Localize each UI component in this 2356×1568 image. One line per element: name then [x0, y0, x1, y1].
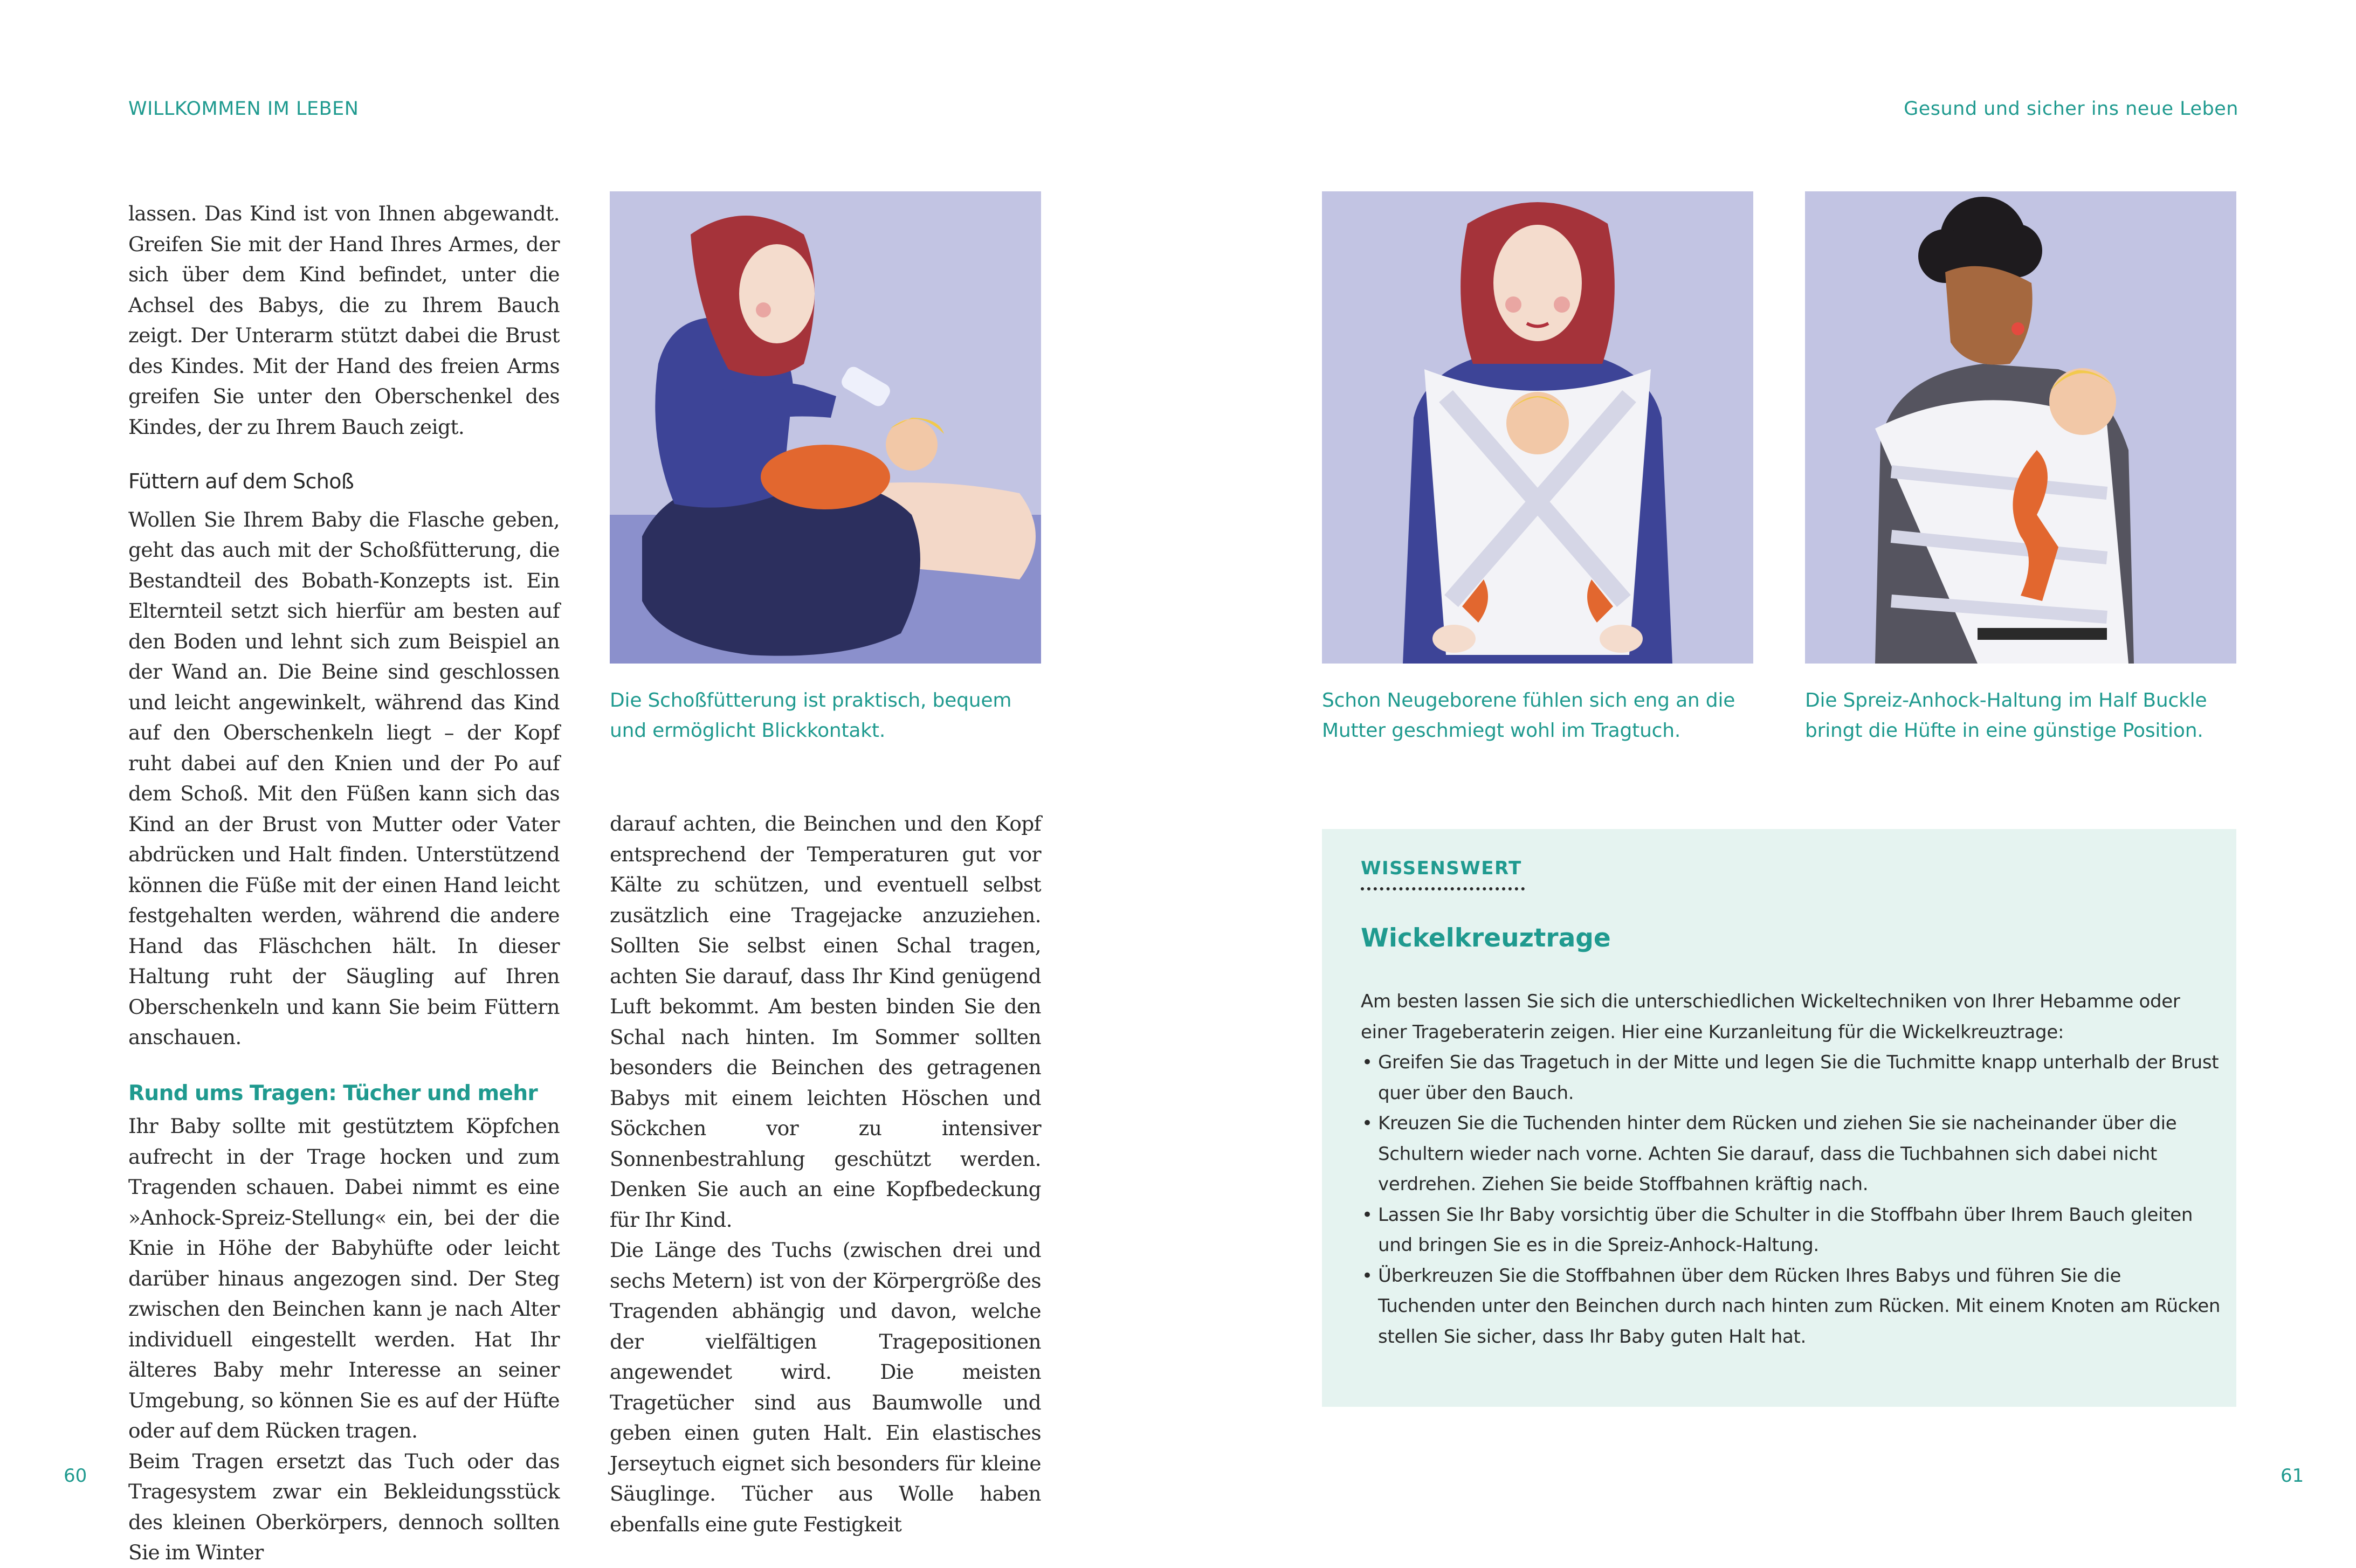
page-number-left: 60 [64, 1465, 87, 1487]
paragraph: Wollen Sie Ihrem Baby die Flasche geben, geht das auch mit der Schoßfütterung, die Bestandteil des Bobath-Konzepts ist. Ein Elternteil setzt sich hierfür am besten auf den Boden und lehnt sich zum Beispiel an der Wand an. Die Beine sind geschlossen und leicht angewinkelt, während das Kind auf den Oberschenkeln liegt – der Kopf ruht dabei auf den Knien und der Po auf dem Schoß. Mit den Füßen kann sich das Kind an der Brust von Mutter oder Vater abdrücken und Halt finden. Unterstützend können die Füße mit der einen Hand leicht festgehalten werden, während die andere Hand das Fläschchen hält. In dieser Haltung ruht der Säugling auf Ihren Oberschenkeln und kann Sie beim Füttern anschauen. [128, 507, 560, 1049]
illustration-lap-feeding [610, 191, 1041, 664]
caption-figure-1: Die Schoßfütterung ist praktisch, bequem und ermöglicht Blickkontakt. [610, 689, 1012, 742]
paragraph: darauf achten, die Beinchen und den Kopf entsprechend der Temperaturen gut vor Kälte zu schützen, und eventuell selbst zusätzlich eine Tragejacke anzuziehen. Sollten Sie selbst einen Schal tragen, achten Sie darauf, dass Ihr Kind genügend Luft bekommt. Am besten binden Sie den Schal nach hinten. Im Sommer sollten besonders die Beinchen des getragenen Babys mit einem leichten Höschen und Söckchen vor zu intensiver Sonnenbestrahlung geschützt werden. Denken Sie auch an eine Kopfbedeckung für Ihr Kind. [610, 812, 1041, 1232]
paragraph: lassen. Das Kind ist von Ihnen abgewandt. Greifen Sie mit der Hand Ihres Armes, der sich über dem Kind befindet, unter die Achsel des Babys, die zu Ihrem Bauch zeigt. Der Unterarm stützt dabei die Brust des Kindes. Mit der Hand des freien Arms greifen Sie unter den Oberschenkel des Kindes, der zu Ihrem Bauch zeigt. [128, 202, 560, 439]
list-item: • Überkreuzen Sie die Stoffbahnen über dem Rücken Ihres Babys und führen Sie die Tuchenden unter den Beinchen durch nach hinten zum Rücken. Mit einem Knoten am Rücken stellen Sie sicher, dass Ihr Baby guten Halt hat. [1361, 1261, 2223, 1352]
father-half-buckle-illustration [1805, 191, 2236, 664]
caption-figure-2: Schon Neugeborene fühlen sich eng an die Mutter geschmiegt wohl im Tragtuch. [1322, 689, 1735, 742]
section-heading-tragen: Rund ums Tragen: Tücher und mehr [128, 1081, 538, 1106]
mother-feeding-baby-illustration [610, 191, 1041, 664]
paragraph: Die Länge des Tuchs (zwischen drei und sechs Metern) ist von der Körpergröße des Tragenden abhängig und davon, welche der vielfältigen Tragepositionen angewendet wird. Die meisten Tragetücher sind aus Baumwolle und geben einen guten Halt. Ein elastisches Jerseytuch eignet sich besonders für kleine Säuglinge. Tücher aus Wolle haben ebenfalls eine gute Festigkeit [610, 1238, 1041, 1536]
page-number-right: 61 [2281, 1465, 2304, 1487]
list-item: • Greifen Sie das Tragetuch in der Mitte und legen Sie die Tuchmitte knapp unterhalb der Brust quer über den Bauch. [1361, 1047, 2223, 1108]
info-box-text [1361, 986, 2223, 1352]
running-header-left: WILLKOMMEN IM LEBEN [128, 98, 359, 120]
left-column-2 [610, 809, 1041, 1539]
info-box-intro: Am besten lassen Sie sich die unterschiedlichen Wickeltechniken von Ihrer Hebamme oder einer Trageberaterin zeigen. Hier eine Kurzanleitung für die Wickelkreuztrage: [1361, 991, 2180, 1043]
illustration-half-buckle [1805, 191, 2236, 664]
mother-newborn-wrap-illustration [1322, 191, 1753, 664]
info-box-divider [1361, 887, 1525, 890]
list-item: • Lassen Sie Ihr Baby vorsichtig über die Schulter in die Stoffbahn über Ihrem Bauch gleiten und bringen Sie es in die Spreiz-Anhock-Haltung. [1361, 1200, 2223, 1261]
info-box-label: WISSENSWERT [1361, 858, 1522, 879]
info-box-steps [1361, 1047, 2223, 1352]
paragraph: Beim Tragen ersetzt das Tuch oder das Tragesystem zwar ein Bekleidungsstück des kleinen Oberkörpers, dennoch sollten Sie im Winter [128, 1449, 560, 1564]
list-item: • Kreuzen Sie die Tuchenden hinter dem Rücken und ziehen Sie sie nacheinander über die Schultern wieder nach vorne. Achten Sie darauf, dass die Tuchbahnen sich dabei nicht verdrehen. Ziehen Sie beide Stoffbahnen kräftig nach. [1361, 1108, 2223, 1200]
left-column-1 [128, 198, 560, 1568]
caption-figure-3: Die Spreiz-Anhock-Haltung im Half Buckle bringt die Hüfte in eine günstige Position. [1805, 689, 2207, 742]
paragraph: Ihr Baby sollte mit gestütztem Köpfchen aufrecht in der Trage hocken und zum Tragenden schauen. Dabei nimmt es eine »Anhock-Spreiz-Stellung« ein, bei der die Knie in Höhe der Babyhüfte oder leicht darüber hinaus angezogen sind. Der Steg zwischen den Beinchen kann je nach Alter individuell eingestellt werden. Hat Ihr älteres Baby mehr Interesse an seiner Umgebung, so können Sie es auf der Hüfte oder auf dem Rücken tragen. [128, 1114, 560, 1442]
info-box-title: Wickelkreuztrage [1361, 923, 1611, 953]
illustration-newborn-wrap [1322, 191, 1753, 664]
subheading-schoss: Füttern auf dem Schoß [128, 469, 354, 493]
running-header-right: Gesund und sicher ins neue Leben [1904, 98, 2238, 120]
info-box-wissenswert [1322, 829, 2236, 1407]
